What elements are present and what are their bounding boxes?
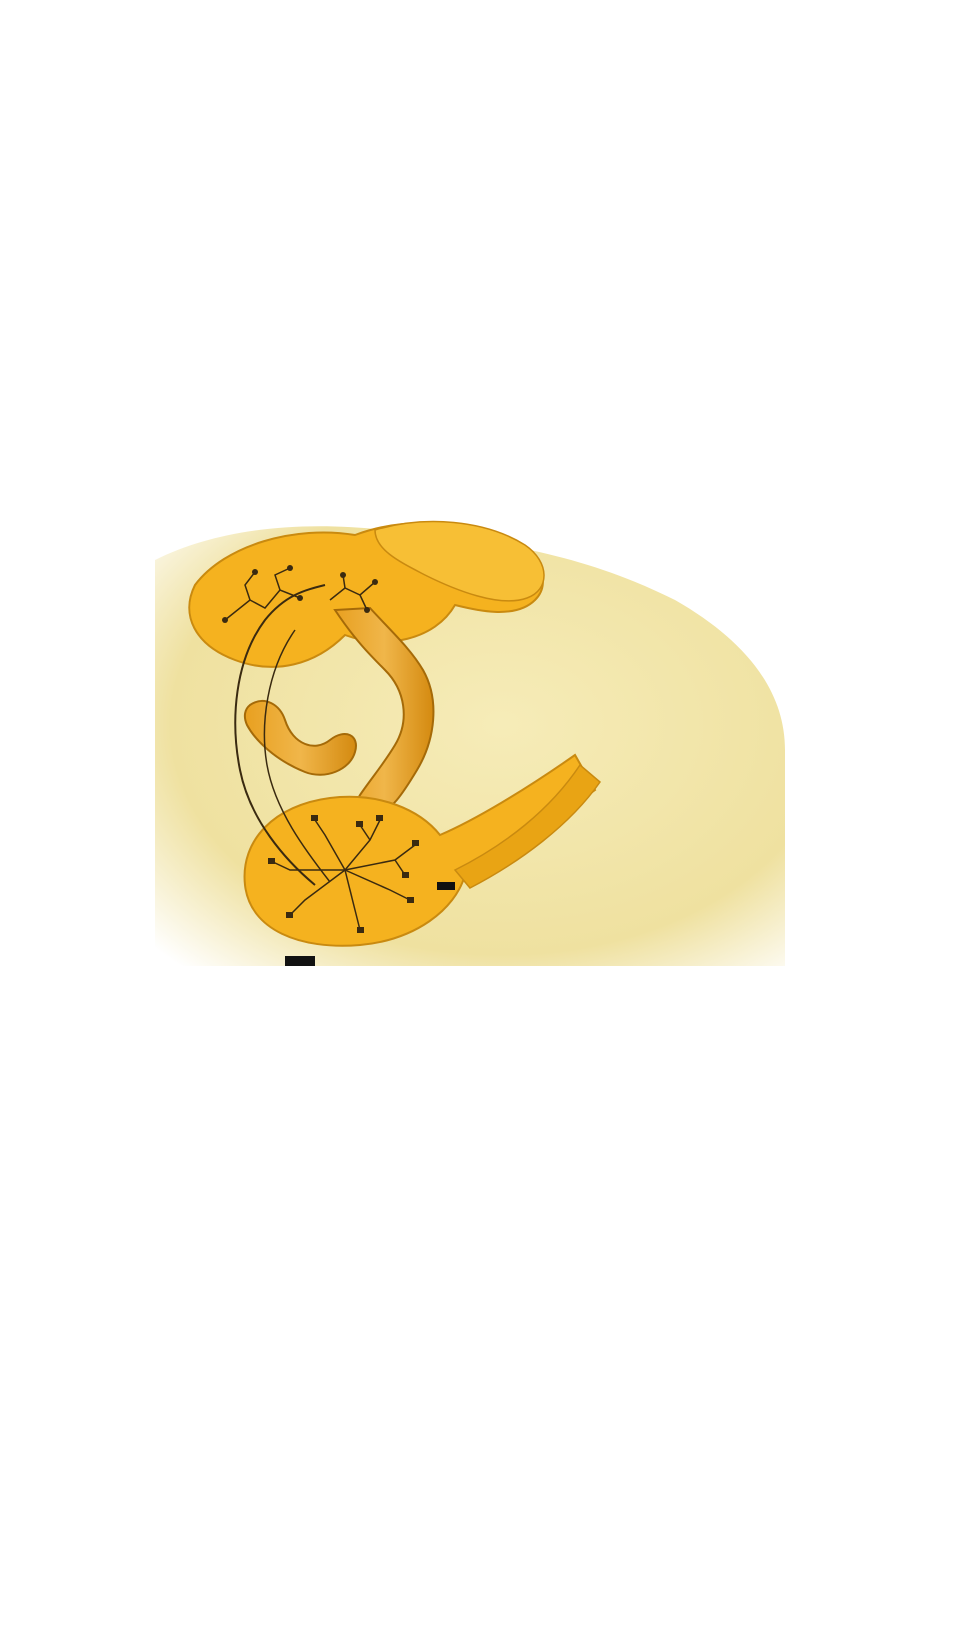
figure-illustration: [155, 490, 785, 966]
section-heading: [4, 0, 86, 34]
edge-marker-left: [285, 956, 315, 966]
edge-marker-right: [437, 882, 455, 890]
figure-antennal-lobe: [155, 490, 785, 966]
